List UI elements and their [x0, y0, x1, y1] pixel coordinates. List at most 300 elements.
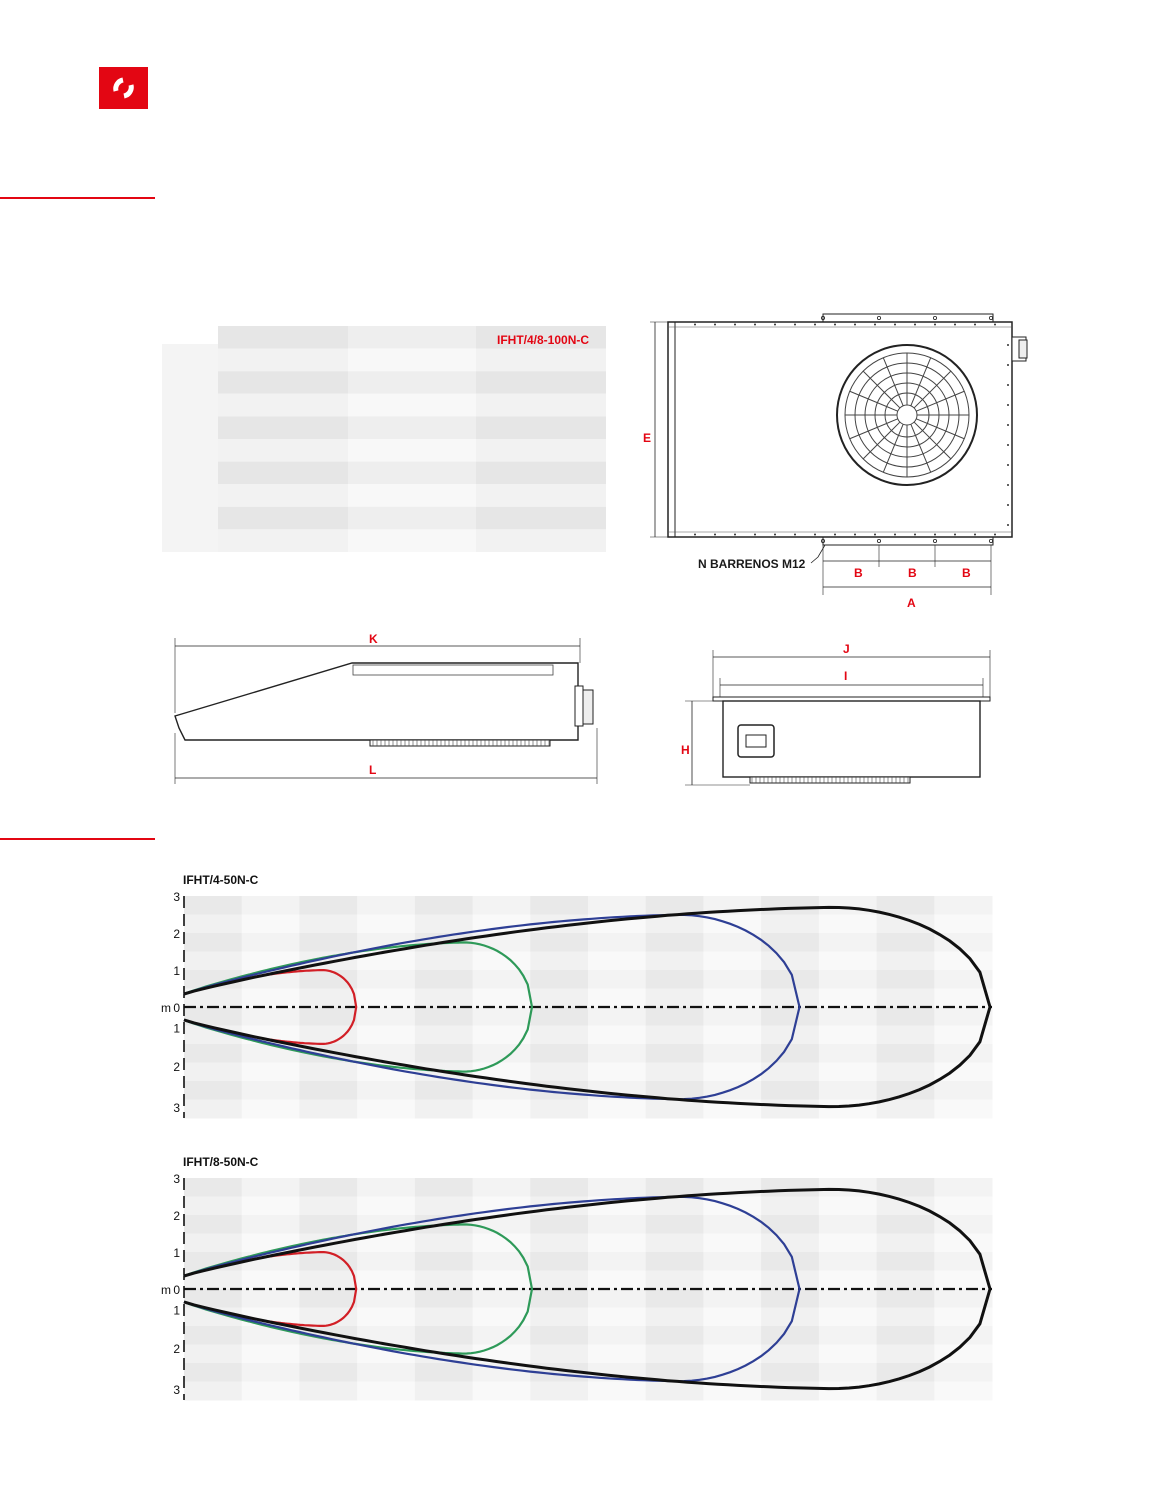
grid-cell	[242, 989, 300, 1008]
grid-cell	[588, 1345, 646, 1364]
side-view-drawing	[165, 628, 605, 788]
grid-cell	[299, 1382, 357, 1401]
grid-cell	[877, 1081, 935, 1100]
table-cell	[218, 371, 348, 394]
grid-cell	[299, 1081, 357, 1100]
grid-cell	[703, 1308, 761, 1327]
grid-cell	[530, 1007, 588, 1026]
grid-cell	[184, 1215, 242, 1234]
grid-cell	[473, 1271, 531, 1290]
grid-cell	[473, 1178, 531, 1197]
grid-cell	[877, 1326, 935, 1345]
dim-label-l: L	[369, 763, 377, 777]
grid-cell	[646, 1289, 704, 1308]
grid-cell	[646, 1215, 704, 1234]
grid-cell	[415, 896, 473, 915]
grid-cell	[761, 1178, 819, 1197]
table-cell	[476, 507, 606, 530]
grid-cell	[877, 1289, 935, 1308]
grid-cell	[530, 1100, 588, 1119]
grid-cell	[473, 1289, 531, 1308]
grid-cell	[703, 1026, 761, 1045]
dim-label-j: J	[843, 642, 850, 656]
grid-cell	[646, 1026, 704, 1045]
table-cell	[476, 371, 606, 394]
grid-cell	[761, 1326, 819, 1345]
grid-cell	[819, 1007, 877, 1026]
grid-cell	[415, 1363, 473, 1382]
grid-cell	[415, 1100, 473, 1119]
dim-label-e: E	[643, 431, 652, 445]
grid-cell	[761, 1197, 819, 1216]
table-cell	[218, 484, 348, 507]
grid-cell	[184, 1197, 242, 1216]
y-tick-label: 3	[173, 1100, 180, 1115]
grid-cell	[646, 933, 704, 952]
grid-cell	[184, 933, 242, 952]
dim-label-a: A	[907, 596, 916, 610]
grid-cell	[703, 1234, 761, 1253]
grid-cell	[761, 1007, 819, 1026]
table-cell	[476, 529, 606, 552]
grid-cell	[819, 989, 877, 1008]
grid-cell	[819, 1044, 877, 1063]
grid-cell	[877, 1308, 935, 1327]
fan-guard-icon	[837, 345, 977, 485]
table-cell	[476, 484, 606, 507]
grid-cell	[761, 915, 819, 934]
grid-cell	[530, 1215, 588, 1234]
y-tick-label: 1	[173, 1021, 180, 1036]
grid-cell	[761, 1081, 819, 1100]
air-throw-chart-2	[160, 1170, 1000, 1404]
grid-cell	[530, 1308, 588, 1327]
table-cell	[476, 394, 606, 417]
y-tick-label: 2	[173, 927, 180, 941]
grid-cell	[357, 1252, 415, 1271]
grid-cell	[299, 989, 357, 1008]
grid-cell	[184, 1326, 242, 1345]
grid-cell	[415, 1326, 473, 1345]
grid-cell	[415, 1178, 473, 1197]
grid-cell	[646, 989, 704, 1008]
grid-cell	[703, 1271, 761, 1290]
table-cell	[348, 394, 476, 417]
grid-cell	[242, 1007, 300, 1026]
grid-cell	[819, 1252, 877, 1271]
grid-cell	[646, 1100, 704, 1119]
grid-cell	[588, 1326, 646, 1345]
end-view-drawing	[680, 645, 1010, 790]
grid-cell	[877, 1026, 935, 1045]
table-cell	[348, 439, 476, 462]
grid-cell	[819, 1271, 877, 1290]
front-view-drawing	[635, 305, 1045, 620]
table-cell	[348, 507, 476, 530]
grid-cell	[703, 970, 761, 989]
grid-cell	[703, 1044, 761, 1063]
grid-cell	[242, 1326, 300, 1345]
grid-cell	[646, 1326, 704, 1345]
grid-cell	[357, 989, 415, 1008]
grid-cell	[415, 952, 473, 971]
grid-cell	[530, 933, 588, 952]
y-tick-label: 2	[173, 1342, 180, 1357]
grid-cell	[415, 1252, 473, 1271]
y-tick-label: 1	[173, 964, 180, 978]
grid-cell	[184, 915, 242, 934]
grid-cell	[530, 989, 588, 1008]
table-cell	[348, 484, 476, 507]
grid-cell	[588, 1100, 646, 1119]
grid-cell	[877, 1007, 935, 1026]
grid-cell	[473, 1007, 531, 1026]
table-cell	[218, 462, 348, 485]
mounting-holes-note: N BARRENOS M12	[698, 557, 806, 571]
grid-cell	[184, 1345, 242, 1364]
air-throw-chart-1	[160, 888, 1000, 1122]
grid-cell	[703, 1326, 761, 1345]
table-cell	[348, 462, 476, 485]
grid-cell	[761, 989, 819, 1008]
grid-cell	[242, 1363, 300, 1382]
grid-cell	[530, 1289, 588, 1308]
grid-cell	[877, 1234, 935, 1253]
grid-cell	[357, 1007, 415, 1026]
grid-cell	[242, 1197, 300, 1216]
grid-cell	[530, 1234, 588, 1253]
grid-cell	[184, 1234, 242, 1253]
grid-cell	[357, 1271, 415, 1290]
grid-cell	[299, 1363, 357, 1382]
grid-cell	[646, 1271, 704, 1290]
grid-cell	[877, 1197, 935, 1216]
grid-cell	[761, 1382, 819, 1401]
grid-cell	[877, 970, 935, 989]
grid-cell	[646, 1234, 704, 1253]
grid-cell	[646, 1044, 704, 1063]
grid-cell	[299, 1215, 357, 1234]
grid-cell	[761, 896, 819, 915]
y-tick-label: 3	[173, 890, 180, 904]
table-cell	[476, 349, 606, 372]
section-divider-middle	[0, 838, 155, 840]
grid-cell	[646, 970, 704, 989]
grid-cell	[819, 1308, 877, 1327]
grid-cell	[299, 915, 357, 934]
grid-cell	[703, 1252, 761, 1271]
grid-cell	[761, 952, 819, 971]
grid-cell	[588, 1289, 646, 1308]
grid-cell	[530, 1178, 588, 1197]
grid-cell	[761, 933, 819, 952]
grid-cell	[530, 1382, 588, 1401]
y-tick-label: 3	[173, 1172, 180, 1186]
grid-cell	[588, 896, 646, 915]
grid-cell	[415, 1289, 473, 1308]
table-cell	[348, 416, 476, 439]
grid-cell	[242, 1044, 300, 1063]
grid-cell	[530, 952, 588, 971]
grid-cell	[357, 1044, 415, 1063]
grid-cell	[819, 896, 877, 915]
grid-cell	[588, 989, 646, 1008]
grid-cell	[877, 1363, 935, 1382]
table-cell	[218, 529, 348, 552]
grid-cell	[877, 933, 935, 952]
grid-cell	[588, 970, 646, 989]
grid-cell	[819, 952, 877, 971]
grid-cell	[588, 1308, 646, 1327]
grid-cell	[819, 1363, 877, 1382]
dim-label-b-1: B	[854, 566, 863, 580]
grid-cell	[588, 1271, 646, 1290]
grid-cell	[299, 1063, 357, 1082]
grid-cell	[761, 1363, 819, 1382]
grid-cell	[415, 1026, 473, 1045]
grid-cell	[703, 1081, 761, 1100]
grid-cell	[357, 1289, 415, 1308]
grid-cell	[819, 1326, 877, 1345]
grid-cell	[761, 1289, 819, 1308]
grid-cell	[934, 1363, 992, 1382]
section-divider-top	[0, 197, 155, 199]
grid-cell	[357, 1308, 415, 1327]
dim-label-i: I	[844, 669, 848, 683]
grid-cell	[819, 1345, 877, 1364]
dim-label-h: H	[681, 743, 690, 757]
grid-cell	[646, 1063, 704, 1082]
grid-cell	[415, 1271, 473, 1290]
grid-cell	[588, 1026, 646, 1045]
grid-cell	[184, 1382, 242, 1401]
grid-cell	[588, 1063, 646, 1082]
grid-cell	[242, 952, 300, 971]
grid-cell	[819, 933, 877, 952]
grid-cell	[761, 1234, 819, 1253]
grid-cell	[703, 989, 761, 1008]
spec-table	[162, 326, 606, 552]
y-tick-label: 0	[173, 1283, 180, 1297]
grid-cell	[588, 1007, 646, 1026]
grid-cell	[357, 1081, 415, 1100]
grid-cell	[761, 1271, 819, 1290]
grid-cell	[473, 896, 531, 915]
grid-cell	[357, 1178, 415, 1197]
grid-cell	[646, 952, 704, 971]
table-cell	[218, 416, 348, 439]
y-tick-label: 0	[173, 1001, 180, 1015]
grid-cell	[299, 1007, 357, 1026]
grid-cell	[934, 1100, 992, 1119]
grid-cell	[299, 1345, 357, 1364]
table-cell	[348, 349, 476, 372]
grid-cell	[877, 952, 935, 971]
grid-cell	[646, 1382, 704, 1401]
y-tick-label: 2	[173, 1060, 180, 1075]
y-axis-unit-label: m	[161, 1001, 171, 1015]
grid-cell	[819, 1289, 877, 1308]
grid-cell	[473, 1100, 531, 1119]
grid-cell	[819, 1063, 877, 1082]
grid-cell	[819, 1026, 877, 1045]
grid-cell	[530, 1044, 588, 1063]
grid-cell	[934, 1197, 992, 1216]
grid-cell	[761, 1215, 819, 1234]
grid-cell	[415, 1044, 473, 1063]
grid-cell	[934, 915, 992, 934]
grid-cell	[588, 1234, 646, 1253]
grid-cell	[357, 915, 415, 934]
grid-cell	[530, 1271, 588, 1290]
grid-cell	[761, 1063, 819, 1082]
table-cell	[348, 529, 476, 552]
grid-cell	[415, 1382, 473, 1401]
grid-cell	[357, 1026, 415, 1045]
y-tick-label: 2	[173, 1209, 180, 1223]
grid-cell	[242, 1178, 300, 1197]
grid-cell	[530, 1026, 588, 1045]
grid-cell	[588, 1382, 646, 1401]
grid-cell	[819, 1234, 877, 1253]
grid-cell	[242, 1289, 300, 1308]
grid-cell	[877, 1215, 935, 1234]
table-cell	[476, 416, 606, 439]
grid-cell	[415, 1308, 473, 1327]
grid-cell	[299, 933, 357, 952]
grid-cell	[646, 1007, 704, 1026]
grid-cell	[415, 915, 473, 934]
grid-cell	[646, 1308, 704, 1327]
grid-cell	[415, 1234, 473, 1253]
grid-cell	[530, 970, 588, 989]
grid-cell	[299, 896, 357, 915]
y-tick-label: 3	[173, 1382, 180, 1397]
grid-cell	[242, 1100, 300, 1119]
grid-cell	[819, 1081, 877, 1100]
grid-cell	[530, 1326, 588, 1345]
table-cell	[218, 394, 348, 417]
table-cell	[476, 439, 606, 462]
grid-cell	[357, 1197, 415, 1216]
grid-cell	[357, 1100, 415, 1119]
grid-cell	[819, 1178, 877, 1197]
grid-cell	[646, 1252, 704, 1271]
grid-cell	[357, 896, 415, 915]
grid-cell	[877, 1382, 935, 1401]
grid-cell	[242, 1345, 300, 1364]
chart-title-1: IFHT/4-50N-C	[183, 873, 259, 887]
grid-cell	[588, 952, 646, 971]
grid-cell	[184, 952, 242, 971]
grid-cell	[184, 1044, 242, 1063]
grid-cell	[299, 1289, 357, 1308]
grid-cell	[761, 1345, 819, 1364]
dim-label-k: K	[369, 632, 378, 646]
grid-cell	[703, 1289, 761, 1308]
table-cell	[348, 326, 476, 349]
grid-cell	[299, 1178, 357, 1197]
grid-cell	[877, 989, 935, 1008]
grid-cell	[415, 970, 473, 989]
grid-cell	[242, 1215, 300, 1234]
grid-cell	[242, 1234, 300, 1253]
grid-cell	[819, 1215, 877, 1234]
grid-cell	[242, 1271, 300, 1290]
grid-cell	[934, 896, 992, 915]
table-cell	[476, 462, 606, 485]
grid-cell	[588, 1252, 646, 1271]
grid-cell	[415, 989, 473, 1008]
grid-cell	[357, 1326, 415, 1345]
grid-cell	[703, 1363, 761, 1382]
grid-cell	[877, 1100, 935, 1119]
grid-cell	[646, 1345, 704, 1364]
grid-cell	[415, 1081, 473, 1100]
grid-cell	[934, 1178, 992, 1197]
grid-cell	[877, 1063, 935, 1082]
grid-cell	[588, 1178, 646, 1197]
grid-cell	[588, 1215, 646, 1234]
grid-cell	[184, 1178, 242, 1197]
grid-cell	[242, 933, 300, 952]
grid-cell	[184, 1063, 242, 1082]
grid-cell	[703, 1007, 761, 1026]
brand-logo	[99, 67, 148, 109]
grid-cell	[934, 1081, 992, 1100]
grid-cell	[415, 1197, 473, 1216]
grid-cell	[934, 1382, 992, 1401]
grid-cell	[242, 1081, 300, 1100]
grid-cell	[242, 896, 300, 915]
table-cell	[218, 326, 348, 349]
grid-cell	[761, 1044, 819, 1063]
table-cell	[218, 439, 348, 462]
grid-cell	[299, 1197, 357, 1216]
grid-cell	[530, 1063, 588, 1082]
grid-cell	[819, 915, 877, 934]
spec-table-grid	[162, 326, 606, 552]
grid-cell	[761, 1100, 819, 1119]
grid-cell	[877, 1252, 935, 1271]
grid-cell	[299, 1100, 357, 1119]
grid-cell	[819, 1197, 877, 1216]
grid-cell	[473, 1382, 531, 1401]
grid-cell	[819, 970, 877, 989]
grid-cell	[588, 933, 646, 952]
grid-cell	[877, 1271, 935, 1290]
grid-cell	[588, 1044, 646, 1063]
grid-cell	[184, 1081, 242, 1100]
dim-label-b-3: B	[962, 566, 971, 580]
grid-cell	[184, 1100, 242, 1119]
grid-cell	[934, 989, 992, 1008]
grid-cell	[357, 970, 415, 989]
grid-cell	[703, 952, 761, 971]
grid-cell	[530, 1345, 588, 1364]
grid-cell	[184, 896, 242, 915]
grid-cell	[299, 1271, 357, 1290]
grid-cell	[184, 1363, 242, 1382]
table-cell	[218, 507, 348, 530]
grid-cell	[530, 1252, 588, 1271]
y-tick-label: 1	[173, 1246, 180, 1260]
grid-cell	[242, 915, 300, 934]
grid-cell	[934, 1271, 992, 1290]
grid-cell	[242, 1063, 300, 1082]
y-axis-unit-label: m	[161, 1283, 171, 1297]
grid-cell	[877, 1044, 935, 1063]
